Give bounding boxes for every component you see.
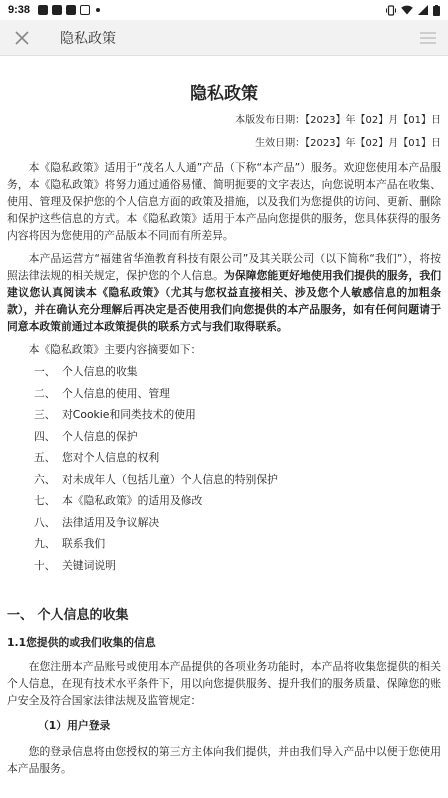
policy-document[interactable] xyxy=(0,56,448,798)
summary-list-item xyxy=(34,426,441,448)
summary-item-text: 对Cookie和同类技术的使用 xyxy=(62,408,196,421)
document-title: 隐私政策 xyxy=(190,84,258,104)
intro-paragraph: 本《隐私政策》适用于“茂名人人通”产品（下称“本产品”）服务。欢迎您使用本产品服务，本《隐私政策》将努力通过通俗易懂、简明扼要的文字表达，向您说明本产品在收集、使用、管理及保护您的个人信息方面的政策及措施，以及我们为您提供的访问、更新、删除和保护这些信息的方式。本《隐私政策》适用于本产品向您提供的服务，您具体获得的服务内容将因为您使用的产品版本不同而有所差异。 xyxy=(7,161,441,242)
summary-list-item xyxy=(34,512,441,534)
summary-item-text: 本《隐私政策》的适用及修改 xyxy=(62,494,203,507)
summary-item-number: 五、 xyxy=(34,451,56,464)
notification-icon xyxy=(38,5,48,15)
summary-list-item xyxy=(34,533,441,555)
notification-icon xyxy=(52,5,62,15)
operator-paragraph-text: 本产品运营方“福建省华渔教育科技有限公司”及其关联公司（以下简称“我们”），将按照法律法规的相关规定，保护您的个人信息。 xyxy=(7,252,441,282)
summary-item-text: 您对个人信息的权利 xyxy=(62,451,160,464)
summary-item-text: 个人信息的收集 xyxy=(62,365,138,378)
summary-item-number: 十、 xyxy=(34,558,56,572)
menu-button[interactable] xyxy=(408,20,448,56)
summary-list-item xyxy=(34,361,441,383)
summary-item-text: 联系我们 xyxy=(62,537,106,550)
summary-list-item xyxy=(34,404,441,426)
summary-list-item xyxy=(34,469,441,491)
subsection-heading: 1.1您提供的或我们收集的信息 xyxy=(7,636,156,649)
close-button[interactable] xyxy=(0,20,44,56)
close-icon xyxy=(15,31,29,45)
summary-list-item xyxy=(34,383,441,405)
battery-icon xyxy=(433,5,440,16)
section-heading: 一、 个人信息的收集 xyxy=(7,608,129,623)
summary-item-number: 七、 xyxy=(34,494,56,507)
vibrate-icon xyxy=(386,5,396,16)
summary-item-number: 八、 xyxy=(34,515,56,529)
summary-item-text: 个人信息的使用、管理 xyxy=(62,386,170,400)
signal-icon xyxy=(418,5,428,15)
status-time: 9:38 xyxy=(8,4,31,16)
summary-item-text: 个人信息的保护 xyxy=(62,429,138,443)
notification-icon xyxy=(66,5,76,15)
summary-item-number: 四、 xyxy=(34,429,56,443)
status-bar xyxy=(0,0,448,20)
summary-item-number: 二、 xyxy=(34,386,56,400)
operator-paragraph xyxy=(7,250,441,335)
more-notifications-dot-icon xyxy=(96,8,100,12)
summary-item-number: 九、 xyxy=(34,537,56,550)
summary-list-item xyxy=(34,490,441,512)
user-login-heading: （1）用户登录 xyxy=(38,719,111,732)
summary-item-number: 三、 xyxy=(34,408,56,421)
summary-intro: 本《隐私政策》主要内容摘要如下： xyxy=(28,343,202,356)
app-bar xyxy=(0,20,448,56)
page-title: 隐私政策 xyxy=(60,30,116,47)
wifi-icon xyxy=(401,5,413,15)
notification-icon xyxy=(80,5,90,15)
menu-icon xyxy=(420,32,436,44)
collection-paragraph: 在您注册本产品账号或使用本产品提供的各项业务功能时，本产品将收集您提供的相关个人信息，在现有技术水平条件下，用以向您提供服务、提升我们的服务质量、保障您的账户安全及符合国家法律法规及监管规定： xyxy=(7,660,441,707)
publish-date: 本版发布日期：【2023】年【02】月【01】日 xyxy=(235,115,441,126)
summary-item-text: 法律适用及争议解决 xyxy=(62,515,160,529)
summary-item-number: 一、 xyxy=(34,365,56,378)
operator-paragraph-bold-text: 为保障您能更好地使用我们提供的服务，我们建议您认真阅读本《隐私政策》（尤其与您权益直接相关、涉及您个人敏感信息的加粗条款），并在确认充分理解后再决定是否使用我们向您提供的本产品服务，如有任何问题请于同意本政策前通过本政策提供的联系方式与我们取得联系。 xyxy=(7,269,442,333)
summary-list-item xyxy=(34,447,441,469)
effective-date: 生效日期：【2023】年【02】月【01】日 xyxy=(255,138,441,149)
summary-item-text: 对未成年人（包括儿童）个人信息的特别保护 xyxy=(62,472,278,486)
summary-list-item xyxy=(34,555,441,577)
summary-list xyxy=(7,361,441,576)
user-login-paragraph: 您的登录信息将由您授权的第三方主体向我们提供，并由我们导入产品中以便于您使用本产品服务。 xyxy=(7,745,441,775)
summary-item-text: 关键词说明 xyxy=(62,558,116,572)
summary-item-number: 六、 xyxy=(34,472,56,486)
